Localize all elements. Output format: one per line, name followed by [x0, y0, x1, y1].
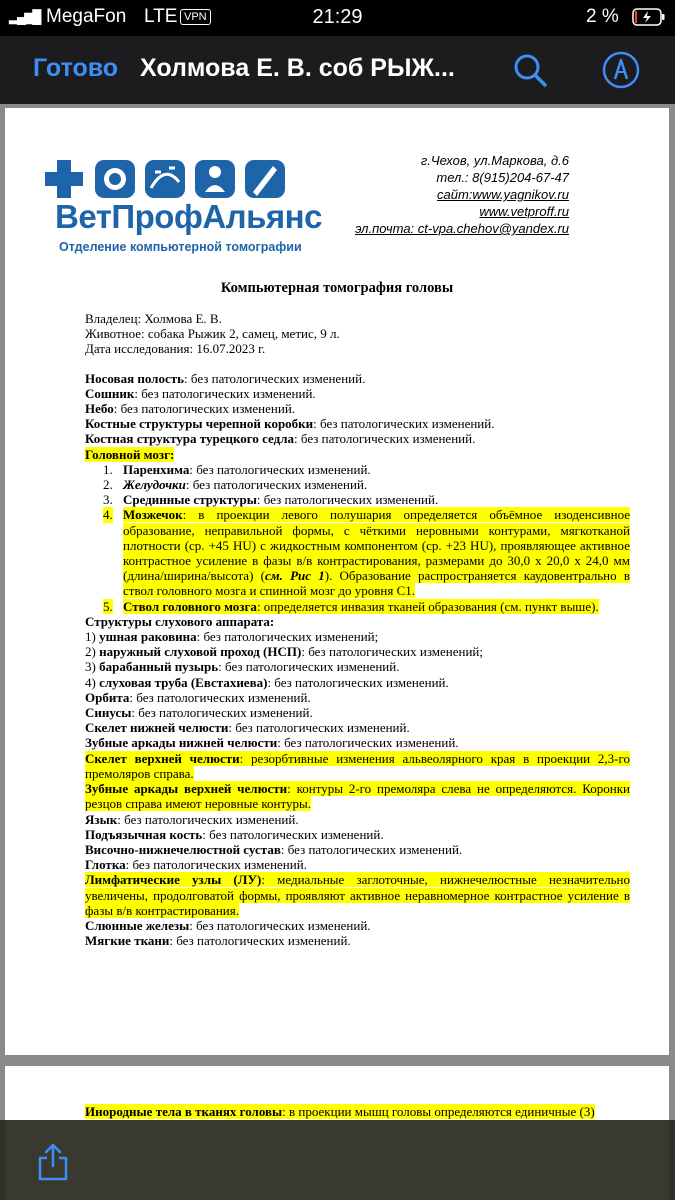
animal-line: Животное: собака Рыжик 2, самец, метис, 9 л. — [85, 326, 340, 342]
finding-lymph: Лимфатические узлы (ЛУ): медиальные заглоточные, нижнечелюстные незначительно увеличены, продолговатой формы, проявляют активное неравномерное контрастное усиление в фазы в/в контрастирования. — [85, 872, 630, 918]
finding-throat: Глотка: без патологических изменений. — [85, 857, 307, 873]
finding-tongue: Язык: без патологических изменений. — [85, 811, 299, 827]
email-link[interactable]: эл.почта: ct-vpa.chehov@yandex.ru — [355, 221, 569, 236]
battery-icon — [632, 8, 666, 26]
site-link[interactable]: сайт:www.yagnikov.ru — [437, 187, 569, 202]
finding-orbit: Орбита: без патологических изменений. — [85, 689, 311, 705]
done-button[interactable]: Готово — [33, 54, 119, 82]
nav-bar — [0, 36, 675, 104]
phone: тел.: 8(915)204-67-47 — [436, 170, 569, 185]
clock: 21:29 — [312, 6, 363, 28]
report-body-2 — [85, 1104, 630, 1119]
pdf-viewer[interactable] — [0, 104, 675, 1200]
share-icon[interactable] — [36, 1142, 70, 1182]
finding-upper-teeth: Зубные аркады верхней челюсти: контуры 2-го премоляра слева не определяются. Коронки резцов справа имеют неровные контуры. — [85, 781, 630, 812]
finding-skull: Костные структуры черепной коробки: без патологических изменений. — [85, 416, 495, 432]
site-link-2[interactable]: www.vetproff.ru — [479, 204, 569, 219]
owner-line: Владелец: Холмова Е. В. — [85, 311, 222, 326]
finding-salivary: Слюнные железы: без патологических изменений. — [85, 917, 371, 933]
markup-icon[interactable] — [601, 50, 641, 90]
list-item: 1. Паренхима: без патологических изменений. — [103, 461, 371, 477]
list-item: 4) слуховая труба (Евстахиева): без патологических изменений. — [85, 674, 449, 690]
search-icon[interactable] — [510, 50, 550, 90]
list-item: 3) барабанный пузырь: без патологических изменений. — [85, 659, 400, 675]
finding-tmj: Височно-нижнечелюстной сустав: без патологических изменений. — [85, 841, 463, 857]
vpn-badge: VPN — [180, 9, 211, 25]
list-item-brainstem: 5. Ствол головного мозга: определяется инвазия тканей образования (см. пункт выше). — [103, 598, 599, 614]
date-line: Дата исследования: 16.07.2023 г. — [85, 341, 266, 357]
finding-sella: Костная структура турецкого седла: без патологических изменений. — [85, 431, 476, 447]
bottom-toolbar — [0, 1120, 675, 1200]
finding-foreign: Инородные тела в тканях головы: в проекции мышц головы определяются единичные (3) — [85, 1104, 595, 1119]
brain-heading: Головной мозг: — [85, 446, 175, 462]
finding-mandible: Скелет нижней челюсти: без патологических изменений. — [85, 720, 410, 736]
finding-nasal: Носовая полость: без патологических изменений. — [85, 370, 366, 386]
list-item: 3. Срединные структуры: без патологических изменений. — [103, 492, 439, 508]
battery-percent: 2 % — [586, 6, 619, 27]
finding-palate: Небо: без патологических изменений. — [85, 401, 296, 417]
logo-brand: ВетПрофАльянс — [55, 198, 322, 235]
clinic-logo — [45, 158, 322, 258]
status-bar — [0, 0, 675, 36]
pdf-page — [5, 108, 669, 1055]
report-title: Компьютерная томография головы — [220, 280, 454, 296]
list-item-cerebellum: 4. Мозжечок: в проекции левого полушария определяется объёмное изоденсивное образование, неправильной формы, с чёткими неровными контурами, мягкотканой плотности (ср. +45 HU) с жидкостным компонентом (ср. +23 HU), проявляющее активное контрастное усиление в фазы в/в контрастирования, размерами до 30,0 х 20,0 х 24,0 мм (длина/ширина/высота) (см. Рис 1). Образование распространяется каудовентрально в ствол головного мозга и спинной мозг до уровня С1. — [103, 507, 630, 599]
list-item: 2) наружный слуховой проход (НСП): без патологических изменений; — [85, 644, 483, 660]
finding-lower-teeth: Зубные аркады нижней челюсти: без патологических изменений. — [85, 735, 459, 751]
carrier-label: MegaFon — [46, 6, 127, 27]
address: г.Чехов, ул.Маркова, д.6 — [420, 153, 569, 168]
report-body — [85, 311, 630, 948]
logo-subtitle: Отделение компьютерной томографии — [59, 240, 302, 254]
finding-soft: Мягкие ткани: без патологических изменений. — [85, 933, 351, 949]
finding-vomer: Сошник: без патологических изменений. — [85, 385, 316, 401]
finding-sinus: Синусы: без патологических изменений. — [85, 705, 313, 721]
logo-icons — [45, 158, 305, 200]
document-title: Холмова Е. В. соб РЫЖ... — [140, 54, 455, 82]
signal-icon: ▂▄▆█ — [9, 9, 40, 24]
finding-maxilla: Скелет верхней челюсти: резорбтивные изменения альвеолярного края в проекции 2,3-го премоляров справа. — [85, 750, 631, 781]
contact-block — [355, 152, 569, 237]
list-item: 2. Желудочки: без патологических изменений. — [103, 477, 368, 493]
list-item: 1) ушная раковина: без патологических изменений; — [85, 629, 379, 645]
ear-heading: Структуры слухового аппарата: — [85, 613, 275, 629]
brain-list — [103, 462, 630, 614]
network-label: LTE — [144, 6, 178, 27]
finding-hyoid: Подъязычная кость: без патологических изменений. — [85, 826, 384, 842]
